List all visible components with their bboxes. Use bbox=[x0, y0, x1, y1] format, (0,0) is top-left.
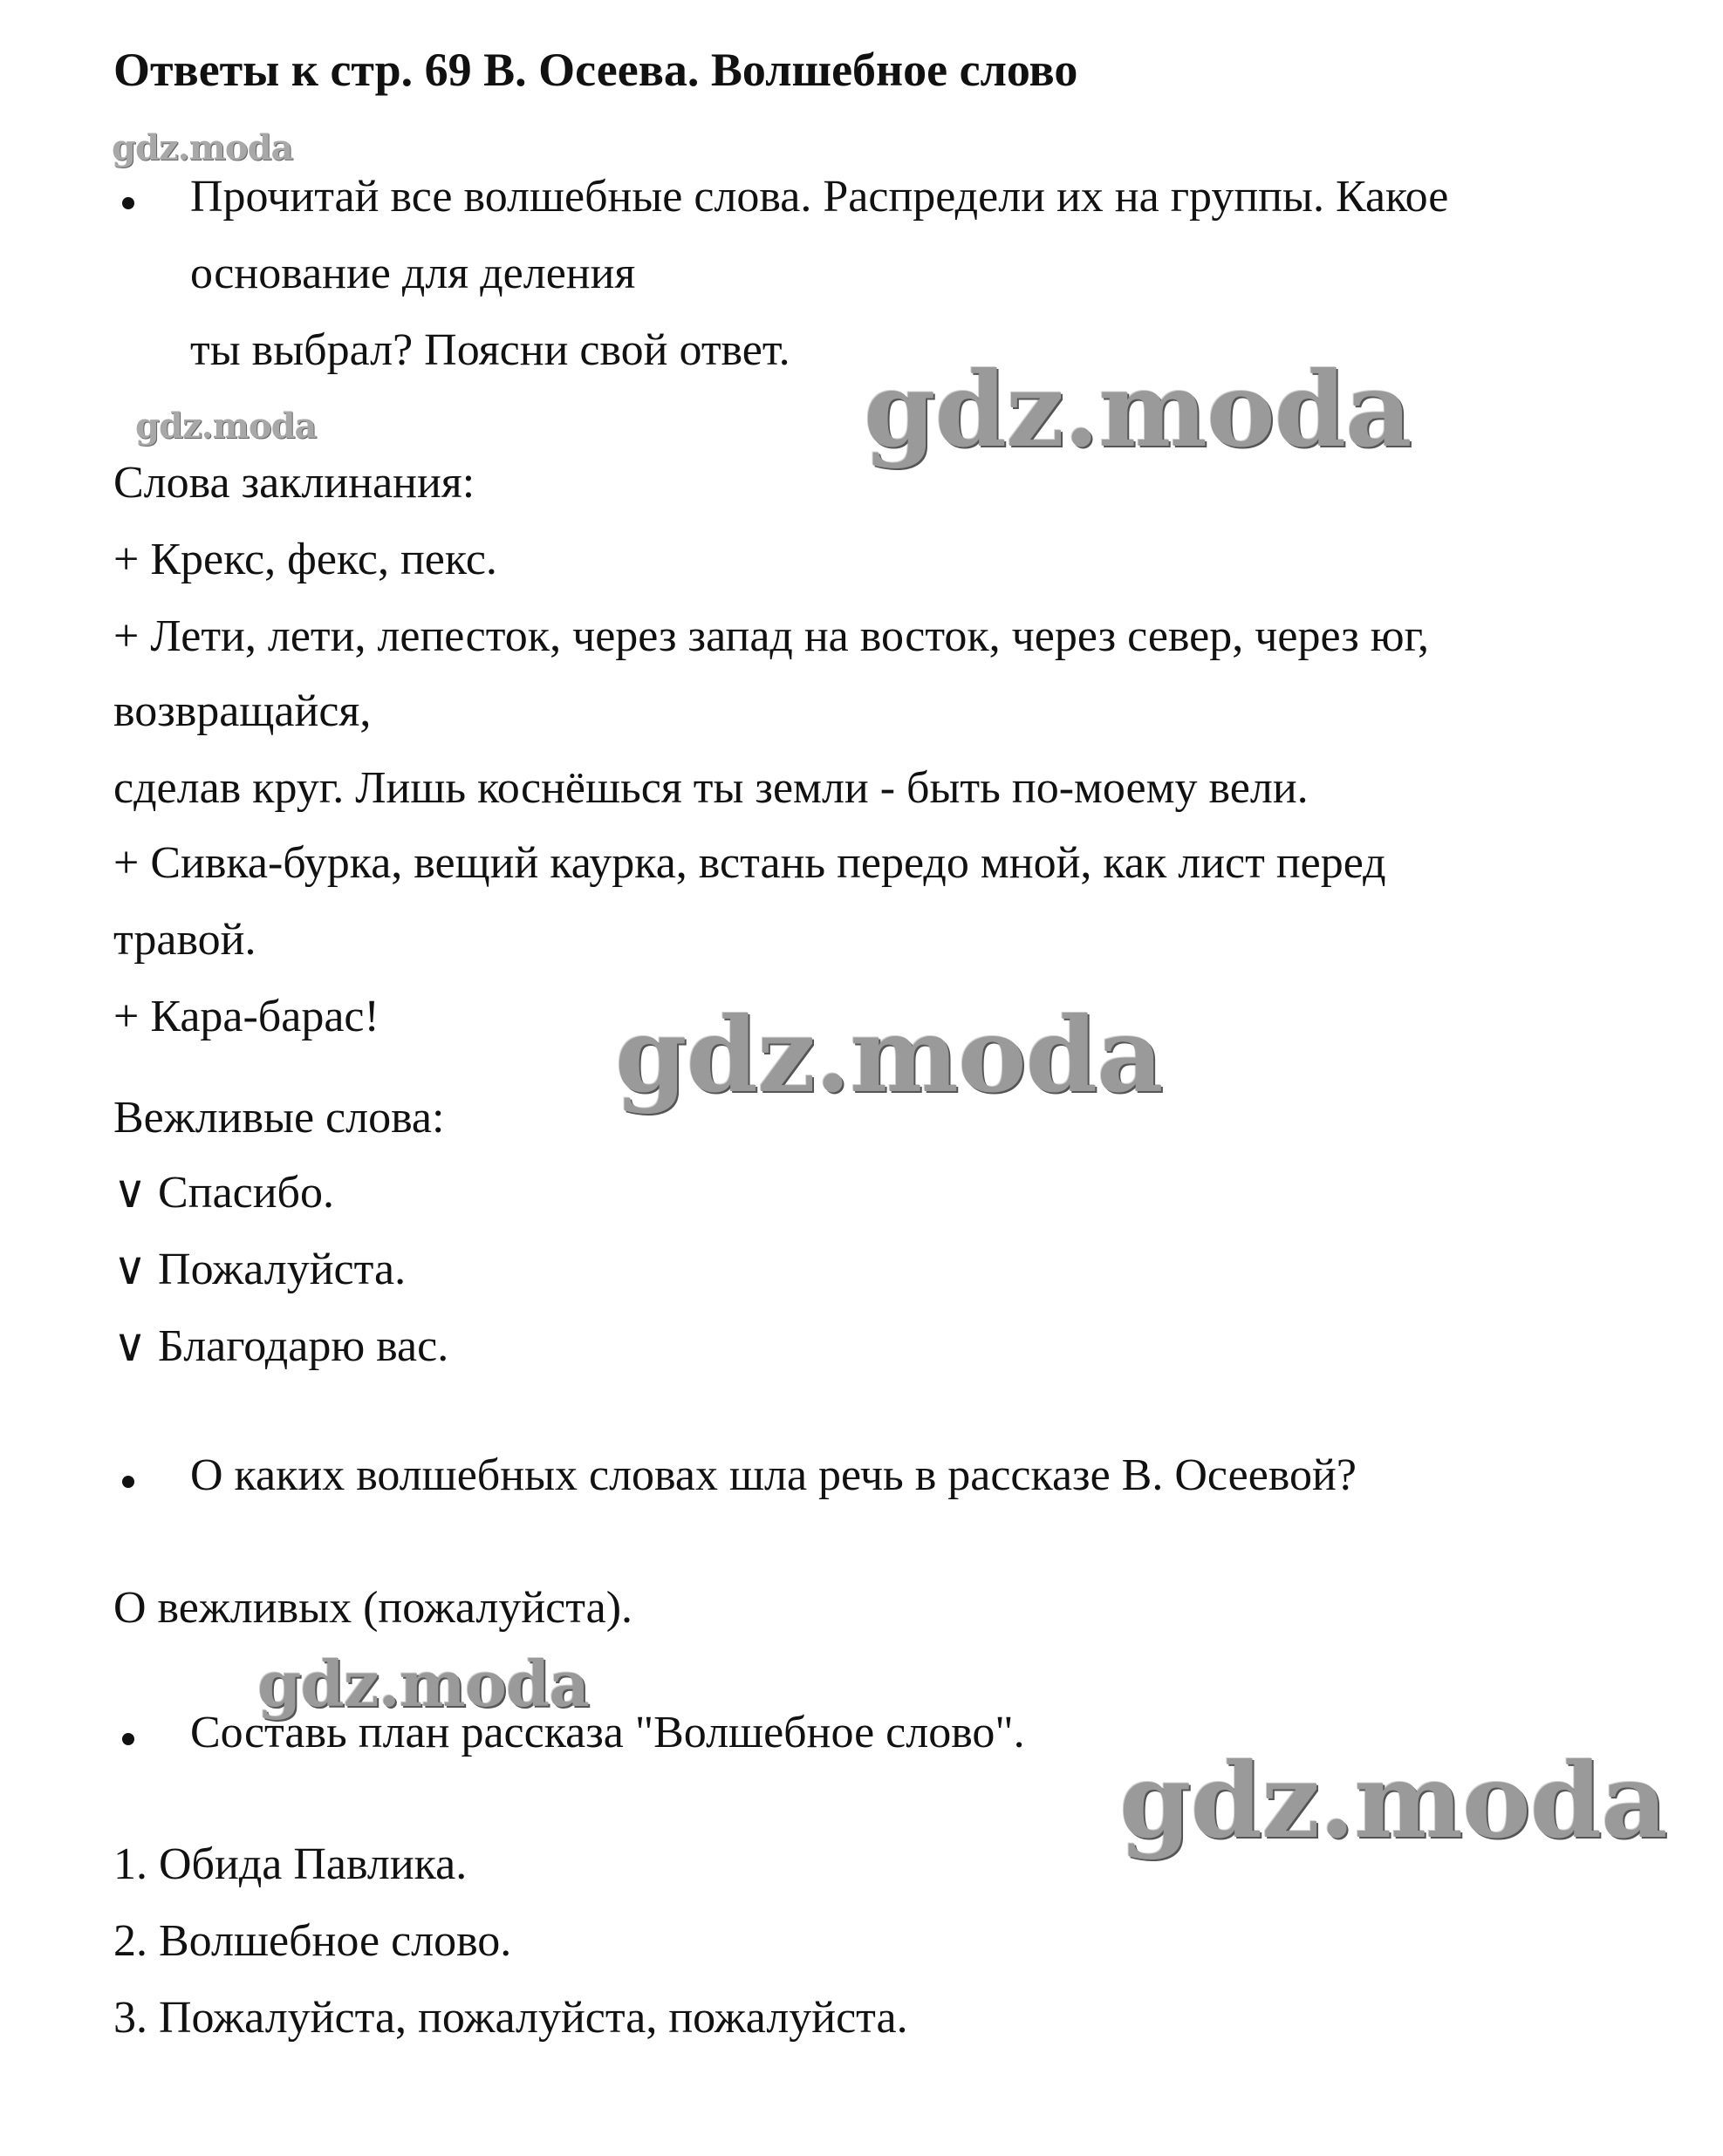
spell-line: возвращайся, bbox=[113, 686, 372, 736]
plan-item: 1. Обида Павлика. bbox=[113, 1839, 468, 1889]
question-2: О каких волшебных словах шла речь в рассказе В. Осеевой? bbox=[190, 1450, 1357, 1500]
page-title: Ответы к стр. 69 В. Осеева. Волшебное слово bbox=[113, 44, 1078, 96]
polite-item: ∨ Пожалуйста. bbox=[113, 1245, 407, 1294]
plan-item: 2. Волшебное слово. bbox=[113, 1916, 512, 1966]
spells-heading: Слова заклинания: bbox=[113, 458, 475, 508]
watermark: gdz.moda bbox=[112, 127, 293, 168]
bullet bbox=[122, 197, 134, 209]
question-3: Составь план рассказа "Волшебное слово". bbox=[190, 1708, 1025, 1757]
spell-line: + Кара-барас! bbox=[113, 992, 379, 1041]
spell-line: + Крекс, фекс, пекс. bbox=[113, 535, 497, 584]
watermark: gdz.moda bbox=[864, 349, 1412, 470]
bullet bbox=[122, 1733, 134, 1745]
watermark: gdz.moda bbox=[135, 406, 317, 447]
polite-item: ∨ Благодарю вас. bbox=[113, 1321, 449, 1371]
bullet bbox=[122, 1476, 134, 1488]
question-1-line: основание для деления bbox=[190, 249, 636, 298]
answer-2: О вежливых (пожалуйста). bbox=[113, 1583, 633, 1633]
watermark: gdz.moda bbox=[615, 994, 1163, 1116]
question-1-line: ты выбрал? Поясни свой ответ. bbox=[190, 325, 790, 375]
plan-item: 3. Пожалуйста, пожалуйста, пожалуйста. bbox=[113, 1993, 908, 2043]
polite-heading: Вежливые слова: bbox=[113, 1093, 445, 1143]
spell-line: сделав круг. Лишь коснёшься ты земли - быть по-моему вели. bbox=[113, 763, 1309, 813]
spell-line: травой. bbox=[113, 915, 256, 965]
watermark: gdz.moda bbox=[1119, 1740, 1667, 1861]
watermark: gdz.moda bbox=[257, 1647, 589, 1721]
spell-line: + Сивка-бурка, вещий каурка, встань передо мной, как лист перед bbox=[113, 838, 1386, 888]
spell-line: + Лети, лети, лепесток, через запад на восток, через север, через юг, bbox=[113, 611, 1430, 661]
polite-item: ∨ Спасибо. bbox=[113, 1168, 335, 1218]
question-1-line: Прочитай все волшебные слова. Распредели их на группы. Какое bbox=[190, 172, 1449, 222]
